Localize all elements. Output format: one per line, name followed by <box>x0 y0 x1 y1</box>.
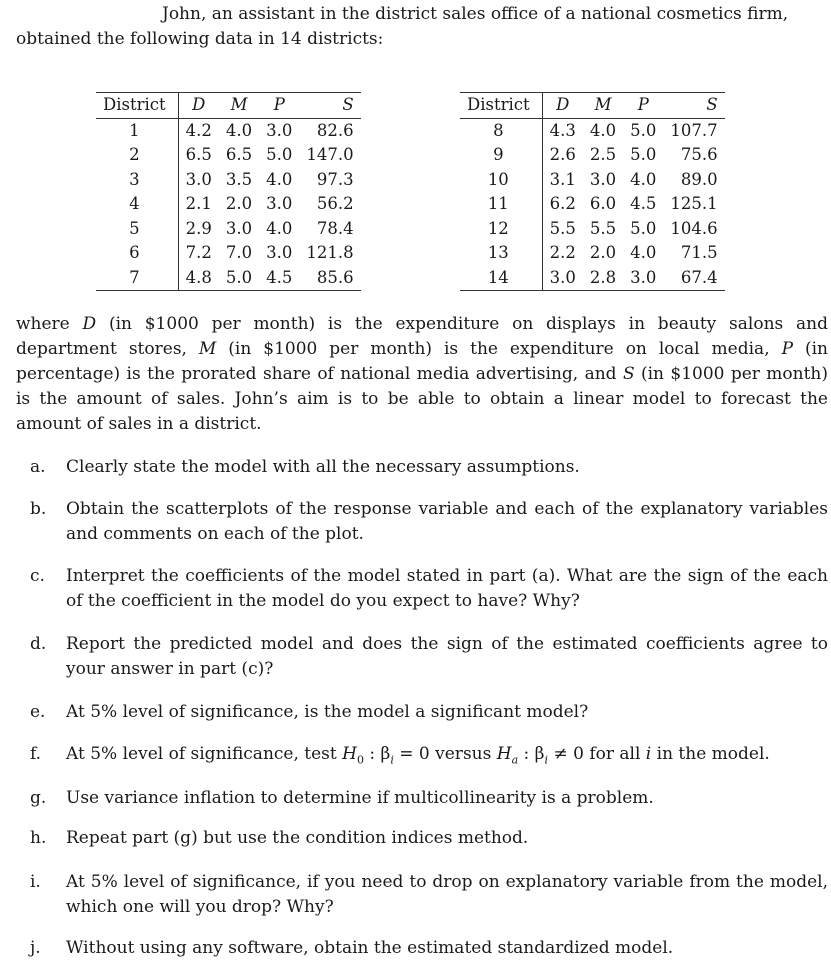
desc-text: (in $1000 per month) is the expenditure on displays in beauty salons and department stores, <box>16 314 828 359</box>
data-table-left <box>96 92 361 291</box>
s-cell: 67.4 <box>663 266 724 291</box>
p-cell: 3.0 <box>266 243 293 262</box>
d-cell: 6.5 <box>185 145 212 164</box>
district-cell: 9 <box>460 143 542 168</box>
question-letter: i. <box>30 872 41 892</box>
m-cell: 5.0 <box>219 266 259 291</box>
m-cell: 4.0 <box>589 120 617 140</box>
table-row <box>460 168 725 193</box>
question-text: Repeat part (g) but use the condition indices method. <box>66 828 529 848</box>
m-cell: 2.0 <box>589 243 617 262</box>
p-cell: 4.5 <box>630 194 657 213</box>
table-row <box>96 217 361 242</box>
s-cell: 82.6 <box>316 120 354 140</box>
question-g <box>30 786 828 811</box>
question-letter: b. <box>30 499 47 519</box>
s-cell: 107.7 <box>670 120 718 140</box>
m-cell: 3.0 <box>589 169 617 189</box>
s-cell: 56.2 <box>316 194 354 213</box>
table-row <box>460 118 725 143</box>
s-cell: 147.0 <box>306 145 354 164</box>
d-cell: 2.9 <box>185 218 212 238</box>
district-cell: 8 <box>460 118 542 143</box>
data-table-right <box>460 92 725 291</box>
question-text: Clearly state the model with all the necessary assumptions. <box>66 457 580 477</box>
header-d: D <box>542 93 583 119</box>
question-letter: j. <box>30 938 41 958</box>
question-letter: d. <box>30 634 47 654</box>
question-j <box>30 936 828 961</box>
district-cell: 6 <box>96 241 178 266</box>
m-cell: 7.0 <box>225 243 253 262</box>
table-row <box>460 241 725 266</box>
s-cell: 78.4 <box>316 218 354 238</box>
p-cell: 4.5 <box>259 266 299 291</box>
d-cell: 2.6 <box>549 145 576 164</box>
s-cell: 75.6 <box>680 145 718 164</box>
p-cell: 3.0 <box>623 266 663 291</box>
intro-line-1: John, an assistant in the district sales office of a national cosmetics firm, <box>162 4 789 24</box>
question-f <box>30 742 828 772</box>
table-row <box>460 217 725 242</box>
d-cell: 3.0 <box>185 169 212 189</box>
s-cell: 85.6 <box>299 266 360 291</box>
header-m: M <box>583 93 623 119</box>
var-p: P <box>781 339 794 359</box>
district-cell: 1 <box>96 118 178 143</box>
table-row <box>96 143 361 168</box>
intro-paragraph <box>16 2 828 52</box>
d-cell: 4.8 <box>178 266 219 291</box>
table-row <box>460 143 725 168</box>
s-cell: 89.0 <box>680 169 718 189</box>
district-cell: 13 <box>460 241 542 266</box>
question-c <box>30 564 828 614</box>
question-text: At 5% level of significance, is the model a significant model? <box>66 702 589 722</box>
header-m: M <box>219 93 259 119</box>
district-cell: 12 <box>460 217 542 242</box>
s-cell: 125.1 <box>670 194 718 213</box>
table-row <box>460 192 725 217</box>
header-p: P <box>623 93 663 119</box>
question-letter: a. <box>30 457 46 477</box>
m-cell: 4.0 <box>225 120 253 140</box>
district-cell: 10 <box>460 168 542 193</box>
desc-text: (in $1000 per month) is the expenditure on local media, <box>216 339 782 359</box>
d-cell: 4.3 <box>549 120 576 140</box>
m-cell: 6.5 <box>225 145 253 164</box>
question-letter: h. <box>30 828 47 848</box>
question-letter: c. <box>30 566 45 586</box>
question-text: Report the predicted model and does the sign of the estimated coefficients agree to your answer in part (c)? <box>66 634 828 679</box>
d-cell: 7.2 <box>185 243 212 262</box>
d-cell: 2.1 <box>185 194 212 213</box>
question-text: Without using any software, obtain the estimated standardized model. <box>66 938 674 958</box>
s-cell: 121.8 <box>306 243 354 262</box>
var-d: D <box>82 314 97 334</box>
header-d: D <box>178 93 219 119</box>
d-cell: 3.1 <box>549 169 576 189</box>
question-text: At 5% level of significance, if you need to drop on explanatory variable from the model, which one will you drop? Why? <box>66 872 828 917</box>
p-cell: 5.0 <box>630 145 657 164</box>
d-cell: 4.2 <box>185 120 212 140</box>
header-p: P <box>259 93 299 119</box>
question-text: Obtain the scatterplots of the response variable and each of the explanatory variables and comments on each of the plot. <box>66 499 828 544</box>
var-m: M <box>198 339 217 359</box>
question-letter: g. <box>30 788 47 808</box>
header-district: District <box>460 93 542 119</box>
table-row <box>96 168 361 193</box>
question-b <box>30 497 828 547</box>
d-cell: 5.5 <box>549 218 576 238</box>
p-cell: 5.0 <box>630 218 657 238</box>
m-cell: 3.5 <box>225 169 253 189</box>
question-d <box>30 632 828 682</box>
p-cell: 4.0 <box>630 169 657 189</box>
s-cell: 71.5 <box>680 243 718 262</box>
district-cell: 3 <box>96 168 178 193</box>
variable-description <box>16 312 828 437</box>
m-cell: 5.5 <box>589 218 617 238</box>
p-cell: 4.0 <box>266 169 293 189</box>
district-cell: 7 <box>96 266 178 291</box>
question-i <box>30 870 828 920</box>
question-letter: f. <box>30 744 42 764</box>
table-row <box>96 266 361 291</box>
question-text: At 5% level of significance, test $H_0$ : $\beta_i = 0$ versus $H_a$ : $\beta_i \ne 0$ for all i in the model. <box>66 744 770 767</box>
district-cell: 2 <box>96 143 178 168</box>
district-cell: 14 <box>460 266 542 291</box>
header-s: S <box>663 93 724 119</box>
table-row <box>460 266 725 291</box>
s-cell: 104.6 <box>670 218 718 238</box>
header-district: District <box>96 93 178 119</box>
m-cell: 2.0 <box>225 194 253 213</box>
p-cell: 4.0 <box>630 243 657 262</box>
district-cell: 11 <box>460 192 542 217</box>
d-cell: 2.2 <box>549 243 576 262</box>
m-cell: 2.5 <box>589 145 617 164</box>
question-text: Interpret the coefficients of the model stated in part (a). What are the sign of the each of the coefficient in the model do you expect to have? Why? <box>66 566 828 611</box>
table-row <box>96 241 361 266</box>
d-cell: 6.2 <box>549 194 576 213</box>
desc-text: (in percentage) is the prorated share of national media advertising, and <box>16 339 828 384</box>
s-cell: 97.3 <box>316 169 354 189</box>
question-letter: e. <box>30 702 46 722</box>
p-cell: 3.0 <box>266 120 293 140</box>
m-cell: 6.0 <box>589 194 617 213</box>
d-cell: 3.0 <box>542 266 583 291</box>
var-s: S <box>622 364 635 384</box>
p-cell: 3.0 <box>266 194 293 213</box>
question-h <box>30 826 828 851</box>
table-row <box>96 118 361 143</box>
m-cell: 2.8 <box>583 266 623 291</box>
district-cell: 4 <box>96 192 178 217</box>
question-e <box>30 700 828 725</box>
question-a <box>30 455 828 480</box>
p-cell: 5.0 <box>266 145 293 164</box>
desc-text: where <box>16 314 83 334</box>
intro-line-2: obtained the following data in 14 districts: <box>16 29 384 49</box>
p-cell: 5.0 <box>630 120 657 140</box>
p-cell: 4.0 <box>266 218 293 238</box>
desc-text: (in $1000 per month) is the amount of sales. John’s aim is to be able to obtain a linear model to forecast the amount of sales in a district. <box>16 364 828 434</box>
m-cell: 3.0 <box>225 218 253 238</box>
table-row <box>96 192 361 217</box>
district-cell: 5 <box>96 217 178 242</box>
header-s: S <box>299 93 360 119</box>
question-text: Use variance inflation to determine if multicollinearity is a problem. <box>66 788 654 808</box>
